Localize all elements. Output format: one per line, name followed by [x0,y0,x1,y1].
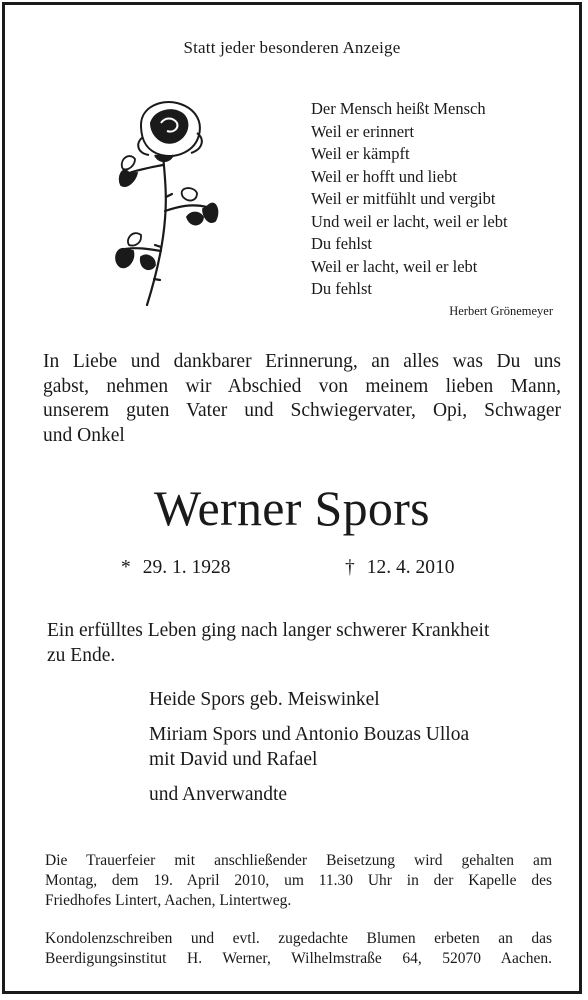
intro-line: und Onkel [43,424,125,446]
intro-line: In Liebe und dankbarer Erinnerung, an alles was Du uns [43,351,561,372]
statement-text [47,618,557,668]
poem-line: Weil er hofft und liebt [311,166,457,186]
family-member: und Anverwandte [149,784,288,805]
poem-line: Weil er mitfühlt und vergibt [311,189,496,208]
family-member: mit David und Rafael [149,749,318,770]
statement-line: zu Ende. [47,645,116,666]
poem-line: Du fehlst [311,279,372,298]
intro-line: gabst, nehmen wir Abschied von meinem lieben Mann, [43,375,561,397]
condolence-notice-line: Beerdigungsinstitut H. Werner, Wilhelmstraße 64, 52070 Aachen. [45,950,552,967]
funeral-notice-line: Friedhofes Lintert, Aachen, Lintertweg. [45,892,292,909]
poem-line: Und weil er lacht, weil er lebt [311,211,508,231]
death-date: 12. 4. 2010 [366,557,455,578]
poem-line: Weil er kämpft [311,144,410,163]
poem [311,98,556,301]
family-member: Miriam Spors und Antonio Bouzas Ulloa [149,724,470,745]
birth-date: 29. 1. 1928 [142,557,231,578]
poem-line: Der Mensch heißt Mensch [311,99,486,118]
intro-line: unserem guten Vater und Schwiegervater, Opi, Schwager [43,400,561,421]
poem-line: Weil er lacht, weil er lebt [311,256,478,276]
birth-symbol-icon: * [121,557,131,578]
obituary-frame [2,2,582,994]
poem-line: Weil er erinnert [311,121,415,141]
deceased-name: Werner Spors [154,480,430,536]
header-title: Statt jeder besonderen Anzeige [183,38,401,57]
birth-date-row [121,557,231,579]
rose-icon [111,97,221,309]
family-list [149,687,569,807]
family-member: Heide Spors geb. Meiswinkel [149,689,380,710]
intro-text [43,350,561,448]
funeral-notice-line: Montag, dem 19. April 2010, um 11.30 Uhr in der Kapelle des [45,872,552,889]
statement-line: Ein erfülltes Leben ging nach langer schwerer Krankheit [47,620,490,641]
funeral-notice-line: Die Trauerfeier mit anschließender Beisetzung wird gehalten am [45,852,552,869]
cross-icon: † [345,557,355,578]
condolence-notice [45,929,552,969]
funeral-notice [45,851,552,911]
death-date-row [345,557,455,579]
poem-line: Du fehlst [311,234,372,253]
poem-author: Herbert Grönemeyer [449,304,553,318]
condolence-notice-line: Kondolenzschreiben und evtl. zugedachte Blumen erbeten an das [45,930,552,947]
